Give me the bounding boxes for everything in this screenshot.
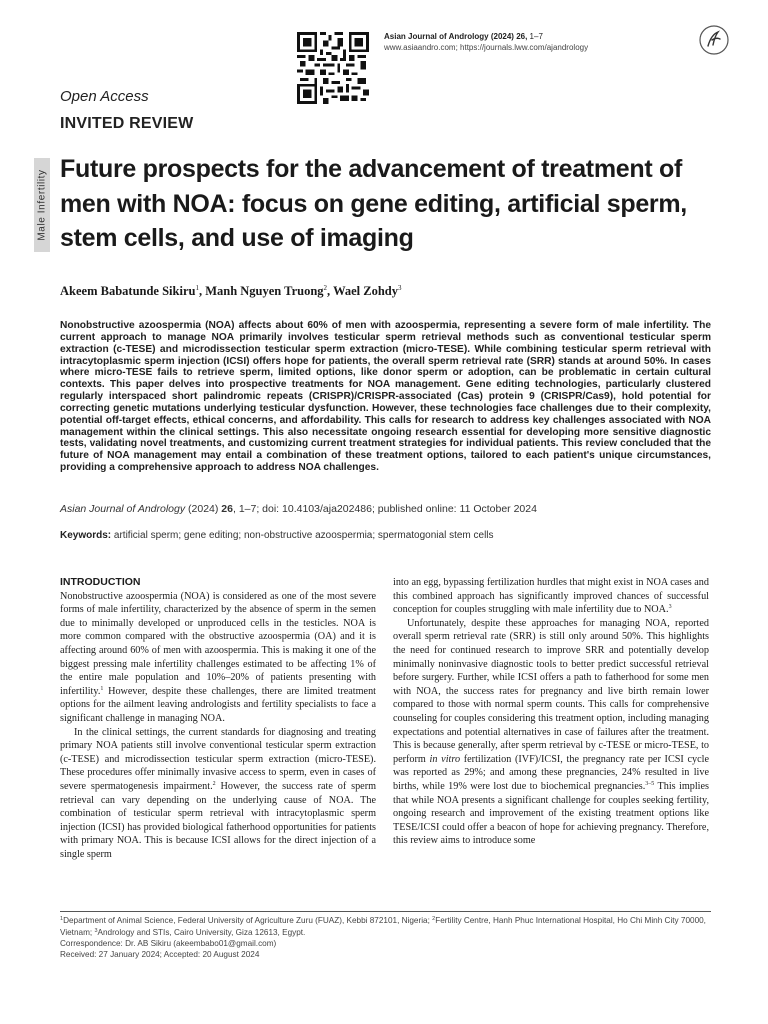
reference-marker[interactable]: 3 bbox=[668, 604, 672, 611]
section-tab-label: Male Infertility bbox=[36, 169, 48, 241]
journal-name: Asian Journal of Andrology bbox=[384, 32, 489, 41]
body-paragraph: Nonobstructive azoospermia (NOA) is considered as one of the most severe forms of male infertility, characterized by the absence of sperm in the semen due to minimally developed or unproduced cells in the testicles. NOA is more common compared with the obstructive azoospermia (OA) and it is affecting around 60% of men with azoospermia. This is making it one of the biggest pressing male infertility challenges estimated to be affecting 1% of the entire male population and 10%–20% of patients presenting with infertility.$^1$ However, despite these challenges, there are limited treatment options for the ailment leaving andrologists and fertility specialists to face a significant challenge in managing NOA. bbox=[60, 590, 376, 724]
body-paragraph: In the clinical settings, the current standards for diagnosing and treating primary NOA patients still involve conventional testicular sperm extraction (c-TESE) and microdissection testicular sperm extraction (micro-TESE). These procedures offer minimally invasive access to sperm, even in cases of severe spermatogenesis impairment.$^2$ However, the success rate of sperm retrieval can vary depending on the underlying cause of NOA. The combination of testicular sperm retrieval with intracytoplasmic sperm injection (ICSI) has provided biological fatherhood opportunities for patients with primary NOA. This is because ICSI allows for the direct injection of a single sperm bbox=[60, 726, 377, 860]
journal-year-volume: (2024) 26, bbox=[490, 32, 528, 41]
author-list: Akeem Babatunde Sikiru$^1$, Manh Nguyen Truong$^2$, Wael Zohdy$^3$ bbox=[60, 284, 402, 298]
qr-code bbox=[297, 32, 369, 104]
citation-journal: Asian Journal of Andrology bbox=[60, 503, 186, 515]
body-column-left bbox=[60, 576, 376, 861]
keywords-text: artificial sperm; gene editing; non-obstructive azoospermia; spermatogonial stem cells bbox=[111, 530, 494, 541]
section-heading: INTRODUCTION bbox=[60, 576, 141, 588]
reference-marker[interactable]: 2 bbox=[212, 780, 216, 787]
correspondence: Correspondence: Dr. AB Sikiru (akeembabo01@gmail.com) bbox=[60, 939, 277, 948]
footnote-divider bbox=[60, 911, 711, 912]
author-affiliation-ref: 1 bbox=[195, 284, 199, 292]
author-name: Akeem Babatunde Sikiru bbox=[60, 284, 196, 298]
reference-marker[interactable]: 1 bbox=[100, 685, 104, 692]
reference-marker[interactable]: 3–5 bbox=[645, 780, 655, 787]
citation-doi: , 1–7; doi: 10.4103/aja202486; published online: 11 October 2024 bbox=[232, 503, 537, 515]
author-affiliation-ref: 3 bbox=[398, 284, 402, 292]
article-title: Future prospects for the advancement of treatment of men with NOA: focus on gene editing, artificial sperm, stem cells, and use of imaging bbox=[60, 155, 687, 252]
body-paragraph: into an egg, bypassing fertilization hurdles that might exist in NOA cases and this combined approach has significantly improved chances of successful conception for couples struggling with male infertility due to NOA.$^3$ bbox=[393, 577, 709, 616]
article-type: INVITED REVIEW bbox=[60, 115, 194, 132]
abstract: Nonobstructive azoospermia (NOA) affects about 60% of men with azoospermia, representing a severe form of male infertility. The current approach to manage NOA primarily involves testicular sperm retrieval methods such as conventional testicular sperm extraction (c-TESE) and microdissection testicular sperm extraction (micro-TESE). While combining testicular sperm retrieval with intracytoplasmic sperm injection (ICSI) offers hope for patients, the overall sperm retrieval rate (SRR) stands at around 50%. In cases where micro-TESE fails to retrieve sperm, limited options, like donor sperm or adoption, can be problematic in certain cultural contexts. This paper delves into prospective treatments for NOA management. Gene editing technologies, particularly clustered regularly interspaced short palindromic repeats (CRISPR)/CRISPR-associated (Cas) protein 9 (CRISPR/Cas9), hold potential for correcting genetic mutations underlying testicular dysfunction. However, these technologies face challenges due to their complexity, potential off-target effects, ethical concerns, and affordability. This calls for research to address key challenges associated with NOA management within the clinical settings. This also necessitate ongoing research essential for developing more sensitive diagnostic tests, validating novel treatments, and customizing current treatment strategies for individual patients. This review concluded that the future of NOA management may entail a combination of these treatment options, tailored to each patient's unique circumstances, providing a comprehensive approach to address NOA challenges. bbox=[60, 320, 711, 474]
journal-logo-icon bbox=[699, 25, 729, 55]
body-paragraph: Unfortunately, despite these approaches for managing NOA, reported overall sperm retrieval rate (SRR) is still only around 50%. This highlights the need for continued research to improve SRR and potentially develop minimally noninvasive diagnostic tools to better predict successful retrieval before surgery. Further, while ICSI offers a path to fatherhood for some men with NOA, the success rates for pregnancy and live birth remain lower compared to those with normal sperm counts. This calls for comprehensive counseling for couples considering this treatment option, including managing expectations and potential alternatives in case of failures after the treatment. This is because generally, after sperm retrieval by c-TESE or micro-TESE, to perform in vitro fertilization (IVF)/ICSI, the pregnancy rate per ICSI cycle was reported as 29%; and among these pregnancies, 24% resulted in live births, while 19% were lost due to biochemical pregnancies.$^{3-5}$ This implies that while NOA presents a significant challenge for couples seeking fertility, ongoing research and improvement of the existing treatment options like TESE/ICSI could offer a beacon of hope for achieving pregnancy. Therefore, this review aims to introduce some bbox=[393, 617, 709, 847]
journal-pages: 1–7 bbox=[529, 32, 543, 41]
journal-info bbox=[384, 31, 588, 53]
keywords-label: Keywords: bbox=[60, 530, 112, 541]
affiliations: $^1$Department of Animal Science, Federal University of Agriculture Zuru (FUAZ), Kebbi 872101, Nigeria; $^2$Fertility Centre, Hanh Phuc International Hospital, Ho Chi Minh City 70000, Vietnam; $^3$Andrology and STIs, Cairo University, Giza 12613, Egypt. bbox=[60, 916, 706, 937]
open-access-label: Open Access bbox=[60, 88, 149, 105]
author-affiliation-ref: 2 bbox=[323, 284, 328, 292]
received-accepted: Received: 27 January 2024; Accepted: 20 August 2024 bbox=[60, 950, 260, 959]
journal-urls[interactable]: www.asiaandro.com; https://journals.lww.com/ajandrology bbox=[384, 43, 589, 52]
author-name: Wael Zohdy bbox=[333, 284, 399, 298]
citation-volume: 26 bbox=[221, 503, 233, 515]
section-tab bbox=[34, 158, 50, 252]
body-column-right bbox=[393, 576, 709, 848]
citation-line: Asian Journal of Andrology (2024) 26, 1–7; doi: 10.4103/aja202486; published online: 11 October 2024 bbox=[60, 503, 537, 515]
author-name: Manh Nguyen Truong bbox=[205, 284, 324, 298]
keywords bbox=[60, 530, 494, 541]
footnotes bbox=[60, 914, 711, 960]
